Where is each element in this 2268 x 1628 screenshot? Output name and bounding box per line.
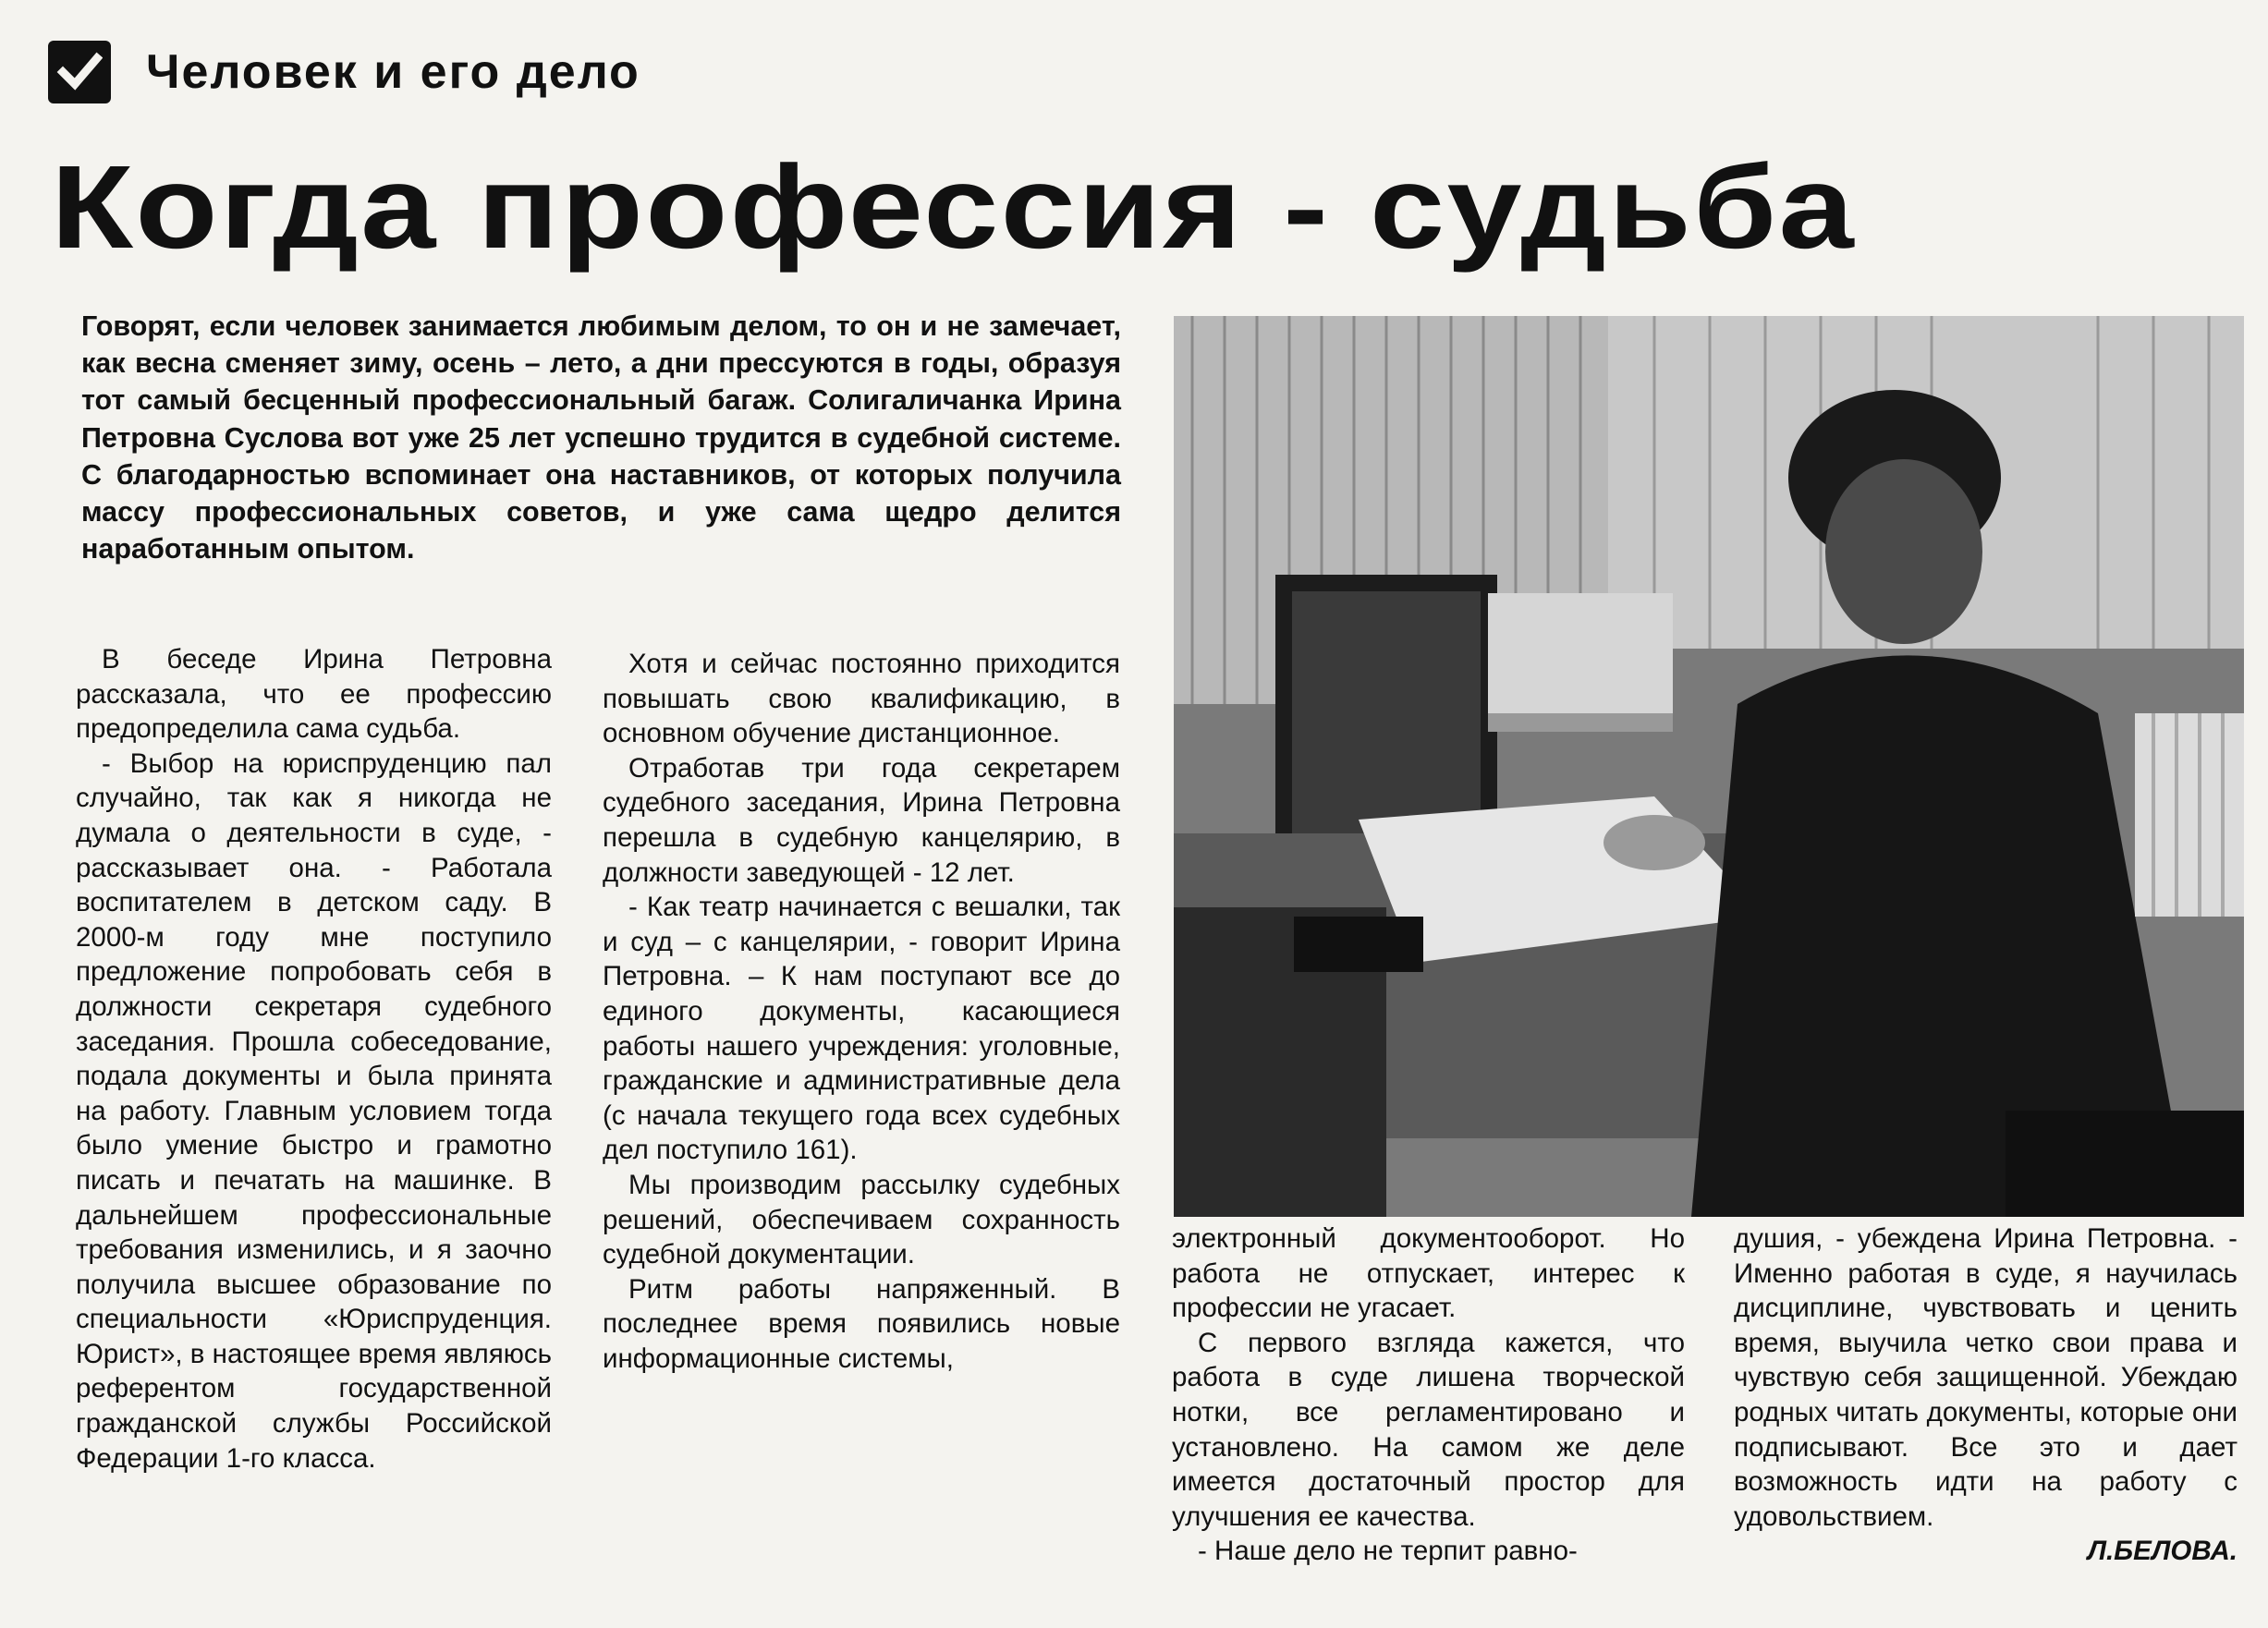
paragraph: Отработав три года секретарем судебного заседания, Ирина Петровна перешла в судебную канцелярию, в должности заведующей - 12 лет. bbox=[603, 752, 1120, 888]
text-column-2 bbox=[603, 647, 1120, 1376]
paragraph: электронный документооборот. Но работа не отпускает, интерес к профессии не угасает. bbox=[1172, 1223, 1685, 1324]
paragraph: В беседе Ирина Петровна рассказала, что ее профессию предопределила сама судьба. bbox=[76, 644, 552, 745]
article-photo bbox=[1174, 316, 2244, 1217]
paragraph: С первого взгляда кажется, что работа в суде лишена творческой нотки, все регламентировано и установлено. На самом же деле имеется достаточный простор для улучшения ее качества. bbox=[1172, 1327, 1685, 1532]
paragraph: - Как театр начинается с вешалки, так и суд – с канцелярии, - говорит Ирина Петровна. – К нам поступают все до единого документы, касающиеся работы нашего учреждения: уголовные, гражданские и административные дела (с начала текущего года всех судебных дел поступило 161). bbox=[603, 892, 1120, 1166]
headline: Когда профессия - судьба bbox=[51, 141, 1856, 273]
paragraph: - Выбор на юриспруденцию пал случайно, так как я никогда не думала о деятельности в суде, - рассказывает она. - Работала воспитателем в детском саду. В 2000-м году мне поступило предложение попробовать себя в должности секретаря судебного заседания. Прошла собеседование, подала документы и была принята на работу. Главным условием тогда было умение быстро и грамотно писать и печатать на машинке. В дальнейшем профессиональные требования изменились, и я заочно получила высшее образование по специальности «Юриспруденция. Юрист», в настоящее время являюсь референтом государственной гражданской службы Российской Федерации 1-го класса. bbox=[76, 747, 552, 1474]
paragraph: Мы производим рассылку судебных решений, обеспечиваем сохранность судебной документации. bbox=[603, 1169, 1120, 1270]
paragraph: душия, - убеждена Ирина Петровна. - Именно работая в суде, я научилась дисциплине, чувствовать и ценить время, выучила четко свои права и чувствую себя защищенной. Убеждаю родных читать документы, которые они подписывают. Все это и дает возможность идти на работу с удовольствием. bbox=[1734, 1223, 2238, 1532]
text-column-4 bbox=[1734, 1221, 2238, 1569]
paragraph: Хотя и сейчас постоянно приходится повышать свою квалификацию, в основном обучение дистанционное. bbox=[603, 649, 1120, 749]
paragraph: - Наше дело не терпит равно- bbox=[1198, 1536, 1578, 1567]
lead-paragraph: Говорят, если человек занимается любимым делом, то он и не замечает, как весна сменяет зиму, осень – лето, а дни прессуются в годы, образуя тот самый бесценный профессиональный багаж. Солигаличанка Ирина Петровна Суслова вот уже 25 лет успешно трудится в судебной системе. С благодарностью вспоминает она наставников, от которых получила массу профессиональных советов, и уже сама щедро делится наработанным опытом. bbox=[81, 310, 1121, 565]
text-column-1 bbox=[76, 642, 552, 1476]
paragraph: Ритм работы напряженный. В последнее время появились новые информационные системы, bbox=[603, 1273, 1120, 1374]
rubric bbox=[48, 26, 640, 118]
checkmark-icon bbox=[48, 41, 111, 103]
text-column-3 bbox=[1172, 1221, 1685, 1569]
author-signature: Л.БЕЛОВА. bbox=[2087, 1536, 2238, 1567]
rubric-title: Человек и его дело bbox=[146, 45, 640, 99]
